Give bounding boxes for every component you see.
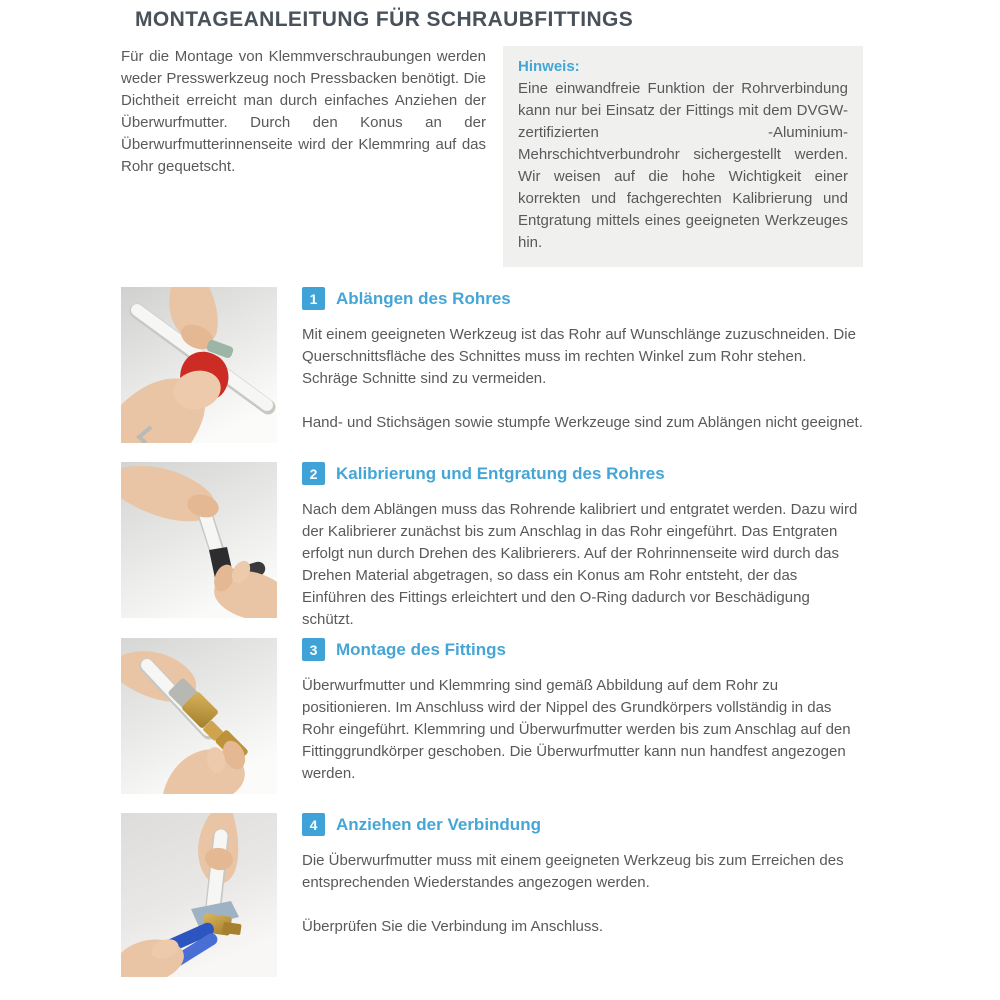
step-3-title: Montage des Fittings [336,639,506,659]
step-2-paragraph-1: Nach dem Ablängen muss das Rohrende kalibriert und entgratet werden. Dazu wird der Kalibrierer zunächst bis zum Anschlag in das Rohr eingeführt. Das Entgraten erfolgt nun durch Drehen des Kalibrierers. Auf der Rohrinnenseite wird durch das Drehen Material abgetragen, so dass ein Konus am Rohr entsteht, der das Einführen des Fittings erleichtert und den O-Ring dadurch vor Beschädigung schützt. [302,501,858,628]
step-2-header [302,462,865,485]
step-2-title: Kalibrierung und Entgratung des Rohres [336,463,665,483]
step-4-title: Anziehen der Verbindung [336,814,541,834]
step-1-number-badge: 1 [302,287,325,310]
step-3-number-badge: 3 [302,638,325,661]
step-4-paragraph-2: Überprüfen Sie die Verbindung im Anschluss. [302,918,604,935]
step-3-content [302,638,865,785]
notice-body: Eine einwandfreie Funktion der Rohrverbindung kann nur bei Einsatz der Fittings mit dem DVGW-zertifizierten -Aluminium-Mehrschichtverbundrohr sichergestellt werden. Wir weisen auf die hohe Wichtigkeit einer korrekten und fachgerechten Kalibrierung und Entgratung mittels eines geeigneten Werkzeuges hin. [518,80,848,251]
step-3-header [302,638,865,661]
step-1-photo-pipe-cutting [121,287,277,443]
step-1-content [302,287,865,434]
step-3-paragraph-1: Überwurfmutter und Klemmring sind gemäß Abbildung auf dem Rohr zu positionieren. Im Anschluss wird der Nippel des Grundkörpers vollständig in das Rohr eingeführt. Klemmring und Überwurfmutter werden bis zum Anschlag auf den Fittinggrundkörper geschoben. Die Überwurfmutter kann nun handfest angezogen werden. [302,677,851,782]
step-4-paragraph-1: Die Überwurfmutter muss mit einem geeigneten Werkzeug bis zum Erreichen des entsprechenden Wiederstandes angezogen werden. [302,852,844,891]
step-2-number-badge: 2 [302,462,325,485]
step-1-title: Ablängen des Rohres [336,288,511,308]
page-title: MONTAGEANLEITUNG FÜR SCHRAUBFITTINGS [135,8,634,31]
step-4 [121,813,865,977]
step-4-content [302,813,865,938]
step-1-paragraph-1: Mit einem geeigneten Werkzeug ist das Rohr auf Wunschlänge zuzuschneiden. Die Querschnittsfläche des Schnittes muss im rechten Winkel zum Rohr stehen. Schräge Schnitte sind zu vermeiden. [302,326,856,387]
step-4-photo-tightening [121,813,277,977]
step-1-paragraph-2: Hand- und Stichsägen sowie stumpfe Werkzeuge sind zum Ablängen nicht geeignet. [302,414,863,431]
step-4-header [302,813,865,836]
pipe-calibration-illustration [121,462,277,618]
notice-label: Hinweis: [518,58,580,75]
connection-tightening-illustration [121,813,277,977]
step-3 [121,638,865,794]
step-4-number-badge: 4 [302,813,325,836]
step-3-photo-fitting-assembly [121,638,277,794]
notice-box [503,46,863,267]
step-2-photo-calibration [121,462,277,618]
step-1-header [302,287,865,310]
step-1 [121,287,865,443]
step-2 [121,462,865,631]
intro-paragraph: Für die Montage von Klemmverschraubungen werden weder Presswerkzeug noch Pressbacken benötigt. Die Dichtheit erreicht man durch einfaches Anziehen der Überwurfmutter. Durch den Konus an der Überwurfmutterinnenseite wird der Klemmring auf das Rohr gequetscht. [121,48,486,175]
step-2-content [302,462,865,631]
pipe-cutting-illustration [121,287,277,443]
fitting-assembly-illustration [121,638,277,794]
